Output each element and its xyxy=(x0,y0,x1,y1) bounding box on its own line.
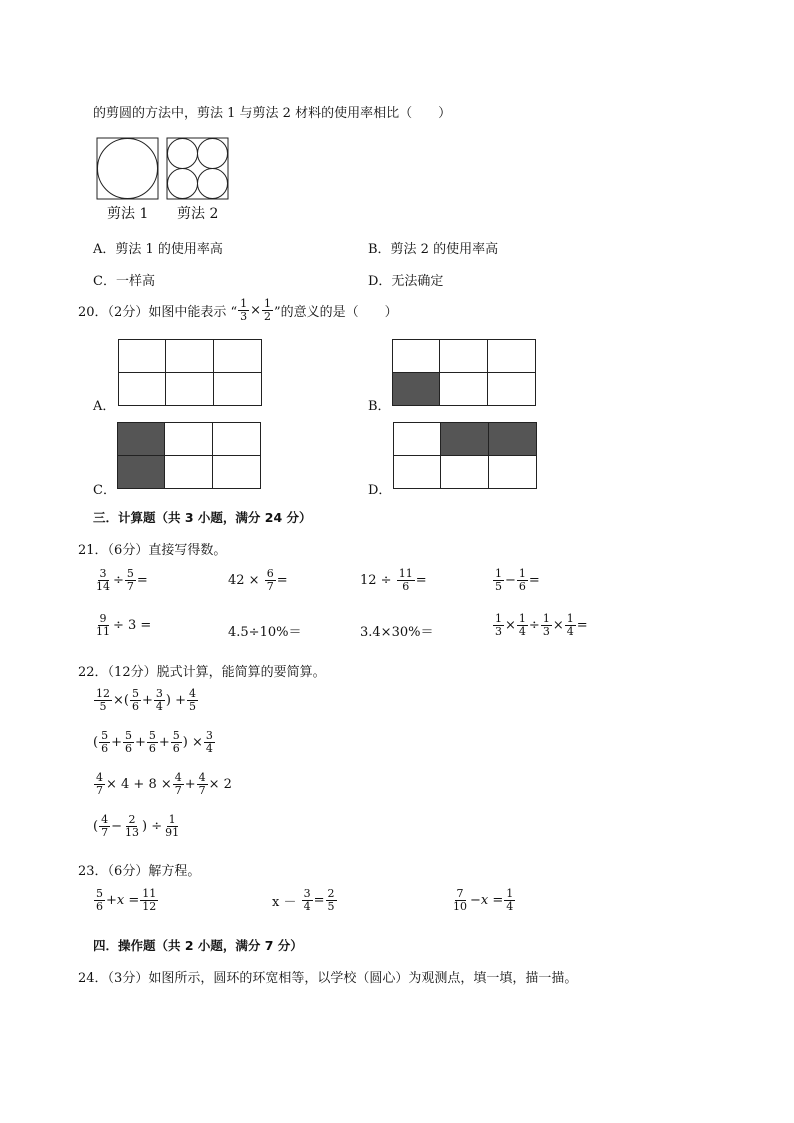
q20-prefix: 20．（2分）如图中能表示 “ xyxy=(78,305,238,320)
cut-figure xyxy=(95,136,235,200)
grid-cell xyxy=(214,340,261,373)
grid-cell xyxy=(213,423,260,456)
square-2 xyxy=(167,138,228,199)
grid-cell xyxy=(393,340,440,373)
grid-cell xyxy=(394,423,441,456)
q24-title: 24．（3分）如图所示，圆环的环宽相等，以学校（圆心）为观测点，填一填，描一描。 xyxy=(78,971,578,986)
q20-option-a[interactable]: A． xyxy=(93,399,116,414)
q20-option-b[interactable]: B． xyxy=(368,399,391,414)
fraction: $\frac{1}{2}$ xyxy=(264,297,271,323)
q22-title: 22．（12分）脱式计算，能简算的要简算。 xyxy=(78,665,326,680)
q21-expr-2: 42 × $\frac{6}{7}$ = xyxy=(228,567,288,593)
q22-line-4: ( $\frac{4}{7}$ − $\frac{2}{13}$ ) ÷ $\frac{1}{91}$ xyxy=(93,813,180,839)
q22-line-1: $\frac{12}{5}$ ×( $\frac{5}{6}$ + $\frac{3}{4}$ ) + $\frac{4}{5}$ xyxy=(96,687,196,713)
grid-cell xyxy=(488,340,535,373)
grid-cell xyxy=(165,456,212,489)
grid-option-b[interactable] xyxy=(392,339,536,406)
grid-cell-shaded xyxy=(489,423,536,456)
q19-option-d[interactable]: D．无法确定 xyxy=(368,274,444,289)
fig-label-1: 剪法 1 xyxy=(107,206,149,222)
q20-stem xyxy=(78,298,398,323)
q21-expr-6: 4.5÷10%＝ xyxy=(228,625,302,640)
grid-option-a[interactable] xyxy=(118,339,262,406)
fig-label-2: 剪法 2 xyxy=(177,206,219,222)
q23-equation-1: $\frac{5}{6}$ +x = $\frac{11}{12}$ xyxy=(96,887,157,913)
grid-cell xyxy=(440,373,487,406)
grid-cell-shaded xyxy=(118,456,165,489)
q23-equation-3: $\frac{7}{10}$ −x = $\frac{1}{4}$ xyxy=(453,887,514,913)
grid-cell xyxy=(441,456,488,489)
grid-cell xyxy=(119,340,166,373)
grid-cell xyxy=(166,340,213,373)
q21-expr-4: $\frac{1}{5}$ − $\frac{1}{6}$ = xyxy=(495,567,540,593)
grid-cell-shaded xyxy=(441,423,488,456)
small-circle xyxy=(198,169,228,199)
grid-cell xyxy=(213,456,260,489)
grid-cell xyxy=(119,373,166,406)
grid-cell xyxy=(488,373,535,406)
q21-expr-5: $\frac{9}{11}$ ÷ 3 = xyxy=(96,612,152,638)
q19-stem: 的剪圆的方法中，剪法 1 与剪法 2 材料的使用率相比（ ） xyxy=(93,106,452,121)
grid-option-d[interactable] xyxy=(393,422,537,489)
grid-cell xyxy=(394,456,441,489)
grid-cell-shaded xyxy=(118,423,165,456)
grid-cell xyxy=(165,423,212,456)
fraction: $\frac{1}{3}$ xyxy=(240,297,248,323)
q20-suffix: ”的意义的是（ ） xyxy=(274,305,398,320)
times-sign: × xyxy=(250,303,261,318)
grid-cell xyxy=(166,373,213,406)
grid-option-c[interactable] xyxy=(117,422,261,489)
small-circle xyxy=(168,139,198,169)
q23-equation-2: x － $\frac{3}{4}$ = $\frac{2}{5}$ xyxy=(272,887,335,913)
q19-option-c[interactable]: C．一样高 xyxy=(93,274,155,289)
q20-option-c[interactable]: C． xyxy=(93,483,116,498)
q21-expr-3: 12 ÷ $\frac{11}{6}$ = xyxy=(360,567,427,593)
q22-line-3: $\frac{4}{7}$ × 4 + 8 × $\frac{4}{7}$ + $\frac{4}{7}$ × 2 xyxy=(96,771,232,797)
q19-option-b[interactable]: B．剪法 2 的使用率高 xyxy=(368,242,499,257)
grid-cell xyxy=(214,373,261,406)
q22-line-2: ( $\frac{5}{6}$ + $\frac{5}{6}$ + $\frac{5}{6}$ + $\frac{5}{6}$ ) × $\frac{3}{4}$ xyxy=(93,729,213,755)
section-3-title: 三．计算题（共 3 小题，满分 24 分） xyxy=(93,510,312,525)
big-circle xyxy=(98,139,158,199)
q20-option-d[interactable]: D． xyxy=(368,483,392,498)
grid-cell xyxy=(440,340,487,373)
q21-title: 21．（6分）直接写得数。 xyxy=(78,543,227,558)
grid-cell xyxy=(489,456,536,489)
q21-expr-8: $\frac{1}{3}$ × $\frac{1}{4}$ ÷ $\frac{1}{3}$ × $\frac{1}{4}$ = xyxy=(495,612,588,638)
q19-option-a[interactable]: A．剪法 1 的使用率高 xyxy=(93,242,223,257)
section-4-title: 四．操作题（共 2 小题，满分 7 分） xyxy=(93,938,303,953)
grid-cell-shaded xyxy=(393,373,440,406)
q23-title: 23．（6分）解方程。 xyxy=(78,864,201,879)
q21-expr-7: 3.4×30%＝ xyxy=(360,625,434,640)
small-circle xyxy=(198,139,228,169)
small-circle xyxy=(168,169,198,199)
q21-expr-1: $\frac{3}{14}$ ÷ $\frac{5}{7}$ = xyxy=(96,567,148,593)
